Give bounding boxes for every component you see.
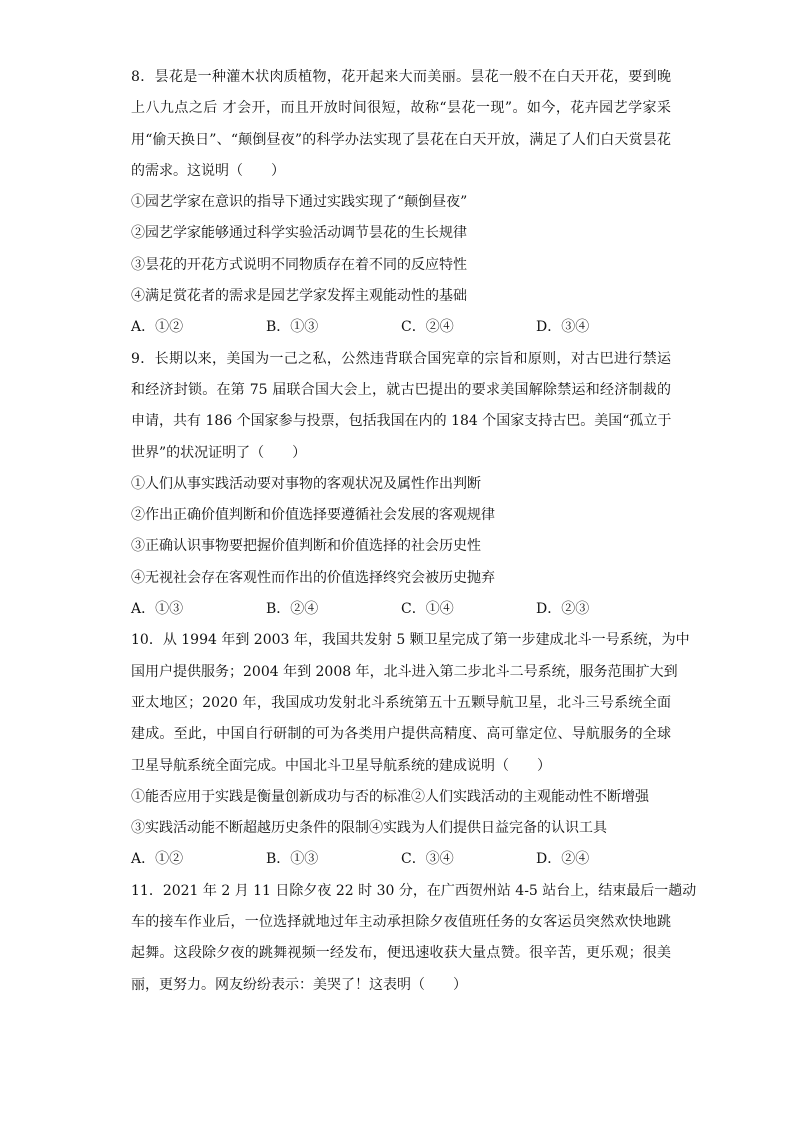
question-block: [131, 876, 697, 1001]
answer-options: [131, 594, 671, 625]
answer-option[interactable]: C．③④: [401, 851, 454, 868]
answer-option[interactable]: D．②③: [536, 601, 590, 618]
statement-line: ④无视社会存在客观性而作出的价值选择终究会被历史抛弃: [131, 569, 495, 586]
statement-line: ③实践活动能不断超越历史条件的限制④实践为人们提供日益完备的认识工具: [131, 820, 607, 837]
statement-line: ①能否应用于实践是衡量创新成功与否的标准②人们实践活动的主观能动性不断增强: [131, 788, 649, 805]
answer-options: [131, 844, 671, 875]
question-stem-line: 亚太地区；2020 年，我国成功发射北斗系统第五十五颗导航卫星，北斗三号系统全面: [131, 694, 671, 711]
question-stem-line: 11．2021 年 2 月 11 日除夕夜 22 时 30 分，在广西贺州站 4-5 站台上，结束最后一趟动: [131, 882, 697, 899]
question-stem-line: 卫星导航系统全面完成。中国北斗卫星导航系统的建成说明（ ）: [131, 757, 551, 774]
question-stem-line: 建成。至此，中国自行研制的可为各类用户提供高精度、高可靠定位、导航服务的全球: [131, 726, 671, 743]
answer-options: [131, 312, 671, 343]
question-list: [131, 62, 697, 1001]
question-block: [131, 625, 690, 875]
answer-option[interactable]: D．③④: [536, 319, 590, 336]
question-stem-line: 起舞。这段除夕夜的跳舞视频一经发布，便迅速收获大量点赞。很辛苦，更乐观；很美: [131, 945, 671, 962]
answer-option[interactable]: C．①④: [401, 601, 454, 618]
question-stem-line: 10．从 1994 年到 2003 年，我国共发射 5 颗卫星完成了第一步建成北斗一号系统，为中: [131, 632, 690, 649]
statement-line: ②园艺学家能够通过科学实验活动调节昙花的生长规律: [131, 225, 467, 242]
statement-line: ③昙花的开花方式说明不同物质存在着不同的反应特性: [131, 256, 467, 273]
question-stem-line: 上八九点之后 才会开，而且开放时间很短，故称“昙花一现”。如今，花卉园艺学家采: [131, 100, 671, 117]
answer-option[interactable]: B．②④: [266, 601, 319, 618]
question-block: [131, 62, 671, 344]
question-stem-line: 车的接车作业后，一位选择就地过年主动承担除夕夜值班任务的女客运员突然欢快地跳: [131, 914, 671, 931]
answer-option[interactable]: A．①③: [131, 601, 184, 618]
question-stem-line: 8．昙花是一种灌木状肉质植物，花开起来大而美丽。昙花一般不在白天开花，要到晚: [131, 69, 671, 85]
statement-line: ③正确认识事物要把握价值判断和价值选择的社会历史性: [131, 538, 481, 555]
answer-option[interactable]: B．①③: [266, 851, 319, 868]
question-stem-line: 的需求。这说明（ ）: [131, 162, 285, 179]
statement-line: ②作出正确价值判断和价值选择要遵循社会发展的客观规律: [131, 507, 495, 524]
answer-option[interactable]: A．①②: [131, 851, 184, 868]
question-stem-line: 丽，更努力。网友纷纷表示：美哭了！这表明（ ）: [131, 976, 467, 993]
question-stem-line: 和经济封锁。在第 75 届联合国大会上，就古巴提出的要求美国解除禁运和经济制裁的: [131, 381, 671, 398]
statement-line: ①园艺学家在意识的指导下通过实践实现了“颠倒昼夜”: [131, 194, 468, 211]
answer-option[interactable]: D．②④: [536, 851, 590, 868]
question-stem-line: 用“偷天换日”、“颠倒昼夜”的科学办法实现了昙花在白天开放，满足了人们白天赏昙花: [131, 131, 671, 148]
statement-line: ④满足赏花者的需求是园艺学家发挥主观能动性的基础: [131, 288, 467, 305]
answer-option[interactable]: C．②④: [401, 319, 454, 336]
question-stem-line: 申请，共有 186 个国家参与投票，包括我国在内的 184 个国家支持古巴。美国“孤立于: [131, 413, 672, 430]
answer-option[interactable]: A．①②: [131, 319, 184, 336]
question-stem-line: 国用户提供服务；2004 年到 2008 年，北斗进入第二步北斗二号系统，服务范围扩大到: [131, 663, 678, 680]
question-stem-line: 9．长期以来，美国为一己之私，公然违背联合国宪章的宗旨和原则，对古巴进行禁运: [131, 350, 671, 367]
statement-line: ①人们从事实践活动要对事物的客观状况及属性作出判断: [131, 475, 481, 492]
question-block: [131, 344, 671, 626]
answer-option[interactable]: B．①③: [266, 319, 319, 336]
question-stem-line: 世界”的状况证明了（ ）: [131, 444, 307, 461]
